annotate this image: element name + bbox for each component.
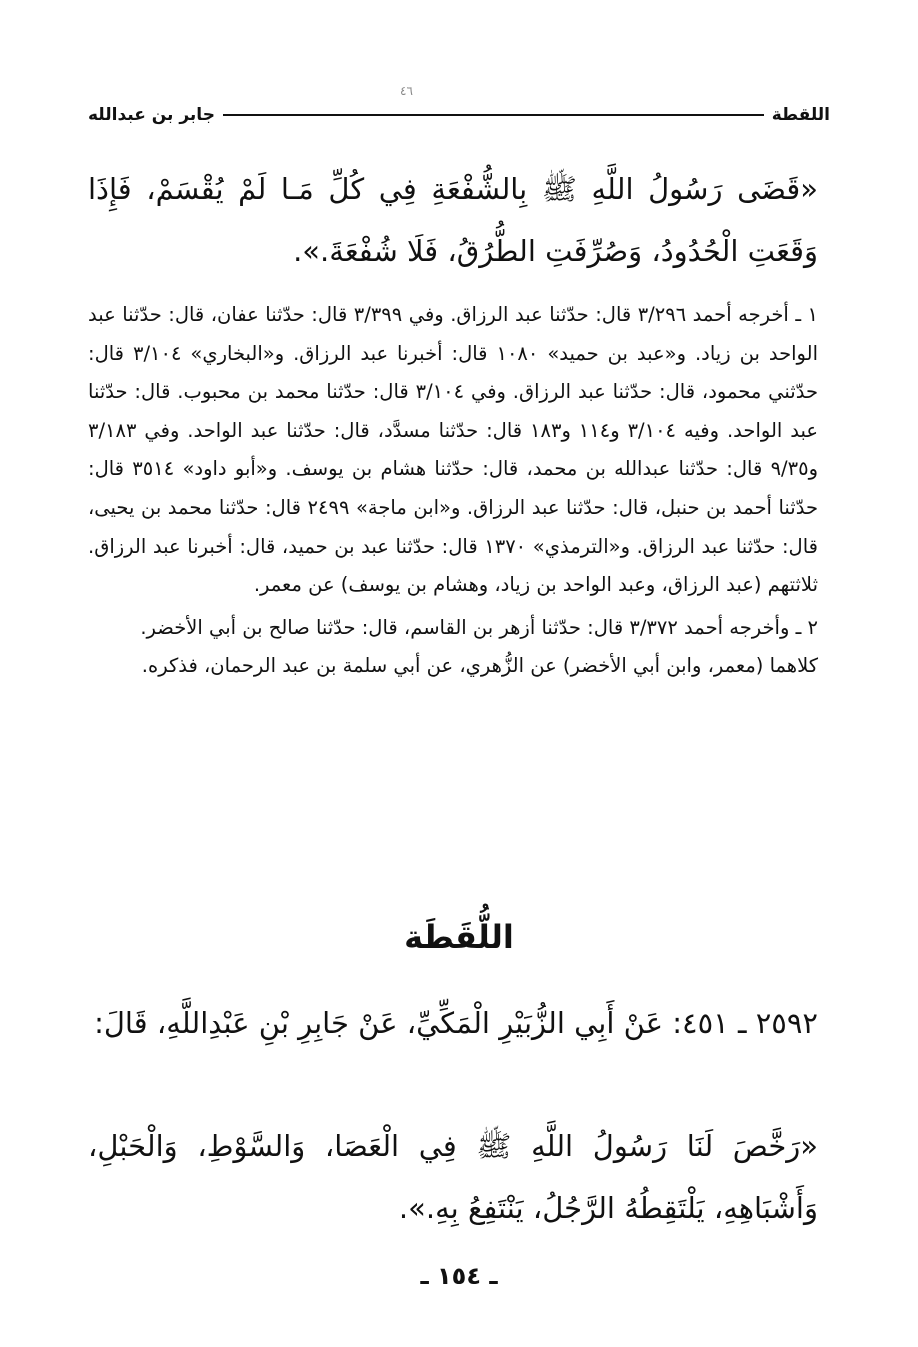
companion-name: جابر بن عبدالله [88,105,215,125]
hadith-matn-1: «قَضَى رَسُولُ اللَّهِ ﷺ بِالشُّفْعَةِ فِي كُلِّ مَـا لَمْ يُقْسَمْ، فَإِذَا وَقَعَتِ الْحُدُودُ، وَصُرِّفَتِ الطُّرُقُ، فَلَا شُفْعَةَ.». [88,172,818,268]
section-title: اللُّقَطَة [404,918,514,956]
note-2: ٢ ـ وأخرجه أحمد ٣/٣٧٢ قال: حدّثنا أزهر بن القاسم، قال: حدّثنا صالح بن أبي الأخضر. [140,615,818,639]
takhrij-notes [88,296,818,686]
page-mark: ٤٦ [400,84,413,98]
note-3: كلاهما (معمر، وابن أبي الأخضر) عن الزُّهري، عن أبي سلمة بن عبد الرحمان، فذكره. [141,654,818,678]
note-1: ١ ـ أخرجه أحمد ٣/٢٩٦ قال: حدّثنا عبد الرزاق. وفي ٣/٣٩٩ قال: حدّثنا عفان، قال: حدّثنا عبد الواحد بن زياد. و«عبد بن حميد» ١٠٨٠ قال: أخبرنا عبد الرزاق. و«البخاري» ٣/١٠٤ قال: حدّثني محمود، قال: حدّثنا عبد الرزاق. وفي ٣/١٠٤ قال: حدّثنا محمد بن محبوب. قال: حدّثنا عبد الواحد. وفيه ٣/١٠٤ و١١٤ و١٨٣ قال: حدّثنا مسدَّد، قال: حدّثنا عبد الواحد. وفي ٣/١٨٣ و٩/٣٥ قال: حدّثنا عبدالله بن محمد، قال: حدّثنا هشام بن يوسف. و«أبو داود» ٣٥١٤ قال: حدّثنا أحمد بن حنبل، قال: حدّثنا عبد الرزاق. و«ابن ماجة» ٢٤٩٩ قال: حدّثنا محمد بن يحيى، قال: حدّثنا عبد الرزاق. و«الترمذي» ١٣٧٠ قال: حدّثنا عبد بن حميد، قال: أخبرنا عبد الرزاق. ثلاثتهم (عبد الرزاق، وعبد الواحد بن زياد، وهشام بن يوسف) عن معمر. [88,303,819,597]
hadith-matn-2: «رَخَّصَ لَنَا رَسُولُ اللَّهِ ﷺ فِي الْعَصَا، وَالسَّوْطِ، وَالْحَبْلِ، وَأَشْبَاهِهِ، يَلْتَقِطُهُ الرَّجُلُ، يَنْتَفِعُ بِهِ.». [88,1129,818,1225]
chapter-title: اللقطة [771,105,830,125]
header-rule [223,114,764,116]
hadith-heading-2: ٢٥٩٢ ـ ٤٥١: عَنْ أَبِي الزُّبَيْرِ الْمَكِّيِّ، عَنْ جَابِرِ بْنِ عَبْدِاللَّهِ، قَالَ: [94,1006,818,1040]
running-header [88,100,830,130]
page-number: ـ ١٥٤ ـ [420,1262,498,1290]
